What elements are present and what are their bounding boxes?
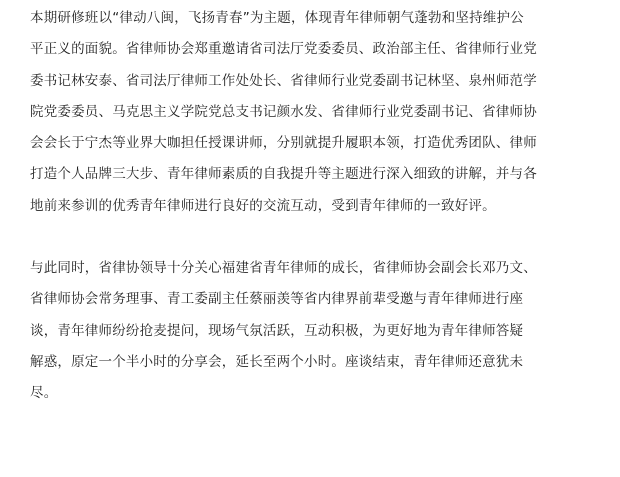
text-line: 谈，青年律师纷纷抢麦提问，现场气氛活跃，互动积极，为更好地为青年律师答疑: [30, 322, 524, 339]
text-line: 尽。: [30, 385, 58, 402]
paragraph-training-session: [30, 0, 598, 222]
text-line: 打造个人品牌三大步、青年律师素质的自我提升等主题进行深入细致的讲解，并与各: [30, 166, 537, 183]
text-line: 会会长于宁杰等业界大咖担任授课讲师，分别就提升履职本领，打造优秀团队、律师: [30, 135, 537, 152]
text-line: 委书记林安泰、省司法厅律师工作处处长、省律师行业党委副书记林坚、泉州师范学: [30, 72, 537, 89]
article-body: [30, 0, 598, 410]
paragraph-forum-session: [30, 253, 598, 409]
text-line: 平正义的面貌。省律师协会郑重邀请省司法厅党委委员、政治部主任、省律师行业党: [30, 41, 537, 58]
text-line: 与此同时，省律协领导十分关心福建省青年律师的成长，省律师协会副会长邓乃文、: [30, 260, 537, 277]
text-line: 院党委委员、马克思主义学院党总支书记颜水发、省律师行业党委副书记、省律师协: [30, 103, 537, 120]
text-line: 地前来参训的优秀青年律师进行良好的交流互动，受到青年律师的一致好评。: [30, 197, 496, 214]
text-line: 本期研修班以“律动八闽，飞扬青春”为主题，体现青年律师朝气蓬勃和坚持维护公: [30, 10, 524, 26]
text-line: 解惑，原定一个半小时的分享会，延长至两个小时。座谈结束，青年律师还意犹未: [30, 353, 524, 370]
text-line: 省律师协会常务理事、青工委副主任蔡丽羡等省内律界前辈受邀与青年律师进行座: [30, 291, 524, 308]
